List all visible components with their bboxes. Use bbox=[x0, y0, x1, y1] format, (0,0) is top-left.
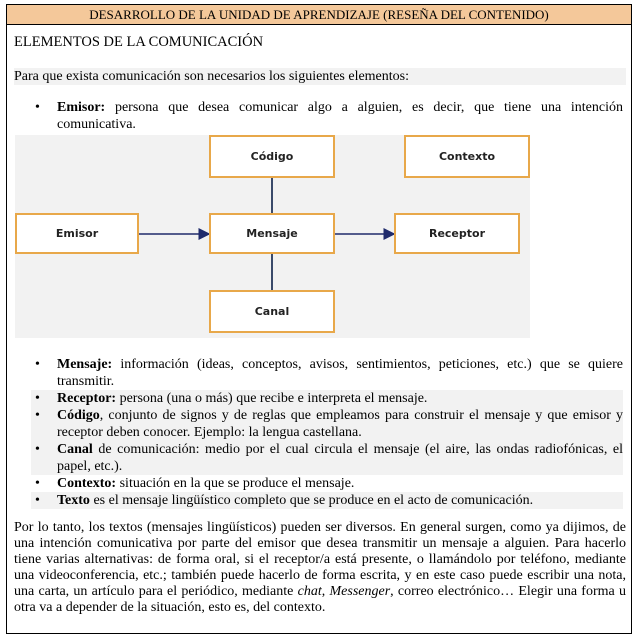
bullet-term: Texto bbox=[57, 493, 90, 508]
emisor-box: Emisor bbox=[15, 213, 139, 254]
paragraph-emphasis-chat: chat bbox=[297, 584, 322, 599]
contexto-box: Contexto bbox=[404, 135, 530, 178]
bullet-text: es el mensaje lingüístico completo que se produce en el acto de comunicación. bbox=[89, 493, 534, 508]
bullet-body bbox=[57, 407, 623, 441]
bullet-dot: • bbox=[35, 476, 40, 491]
bullet-dot: • bbox=[35, 442, 40, 457]
mensaje-box: Mensaje bbox=[209, 213, 335, 254]
bullet-texto bbox=[31, 492, 623, 509]
bullet-body bbox=[57, 492, 623, 509]
receptor-box: Receptor bbox=[394, 213, 520, 254]
bullet-term: Emisor: bbox=[57, 100, 106, 115]
bullet-term: Receptor: bbox=[57, 391, 117, 406]
bullet-dot: • bbox=[35, 357, 40, 372]
bullet-term: Canal bbox=[57, 442, 93, 457]
bullet-receptor bbox=[31, 390, 623, 407]
bullet-dot: • bbox=[35, 391, 40, 406]
canal-box: Canal bbox=[209, 290, 335, 333]
bullet-body bbox=[57, 475, 623, 492]
bullet-body bbox=[57, 390, 623, 407]
bullet-dot: • bbox=[35, 493, 40, 508]
bullet-body bbox=[57, 356, 623, 390]
paragraph-emphasis-messenger: Messenger bbox=[329, 584, 391, 599]
bullet-mensaje bbox=[31, 356, 623, 390]
bullet-dot: • bbox=[35, 100, 40, 115]
content-frame bbox=[6, 4, 632, 634]
communication-diagram bbox=[15, 135, 530, 338]
bullet-canal bbox=[31, 441, 623, 475]
bullet-term: Código bbox=[57, 408, 100, 423]
section-header: DESARROLLO DE LA UNIDAD DE APRENDIZAJE (RESEÑA DEL CONTENIDO) bbox=[7, 5, 631, 25]
bullet-text: información (ideas, conceptos, avisos, sentimientos, peticiones, etc.) que se quiere transmitir. bbox=[57, 357, 623, 389]
conclusion-paragraph bbox=[14, 520, 626, 616]
paragraph-text-end: , correo electrónico… Elegir una forma u otra va a depender de la situación, esto es, del contexto. bbox=[14, 584, 626, 615]
bullet-body bbox=[57, 441, 623, 475]
paragraph-separator: , bbox=[321, 584, 330, 599]
bullet-body bbox=[57, 99, 623, 133]
bullet-text: persona (una o más) que recibe e interpreta el mensaje. bbox=[116, 391, 428, 406]
intro-text: Para que exista comunicación son necesarios los siguientes elementos: bbox=[14, 68, 626, 85]
section-title: ELEMENTOS DE LA COMUNICACIÓN bbox=[14, 34, 264, 50]
bullet-codigo bbox=[31, 407, 623, 441]
bullet-text: persona que desea comunicar algo a alguien, es decir, que tiene una intención comunicativa. bbox=[57, 100, 623, 132]
bullet-text: de comunicación: medio por el cual circula el mensaje (el aire, las ondas radiofónicas, el papel, etc.). bbox=[57, 442, 623, 474]
codigo-box: Código bbox=[209, 135, 335, 178]
bullet-term: Mensaje: bbox=[57, 357, 113, 372]
paragraph-text: Por lo tanto, los textos (mensajes lingüísticos) pueden ser diversos. En general surgen, como ya dijimos, de una intención comunicativa por parte del emisor que desea transmitir un mensaje a alguien. Para hacerlo tiene varias alternativas: de forma oral, si el receptor/a está presente, o llamándolo por teléfono, mediante una videoconferencia, etc.; también puede hacerlo de forma escrita, y en este caso puede escribir una nota, una carta, un artículo para el periódico, mediante bbox=[14, 520, 626, 599]
bullet-dot: • bbox=[35, 408, 40, 423]
bullet-text: situación en la que se produce el mensaje. bbox=[116, 476, 355, 491]
bullet-contexto bbox=[31, 475, 623, 492]
bullet-term: Contexto: bbox=[57, 476, 117, 491]
bullet-text: , conjunto de signos y de reglas que empleamos para construir el mensaje y que emisor y receptor deben conocer. Ejemplo: la lengua castellana. bbox=[57, 408, 623, 440]
